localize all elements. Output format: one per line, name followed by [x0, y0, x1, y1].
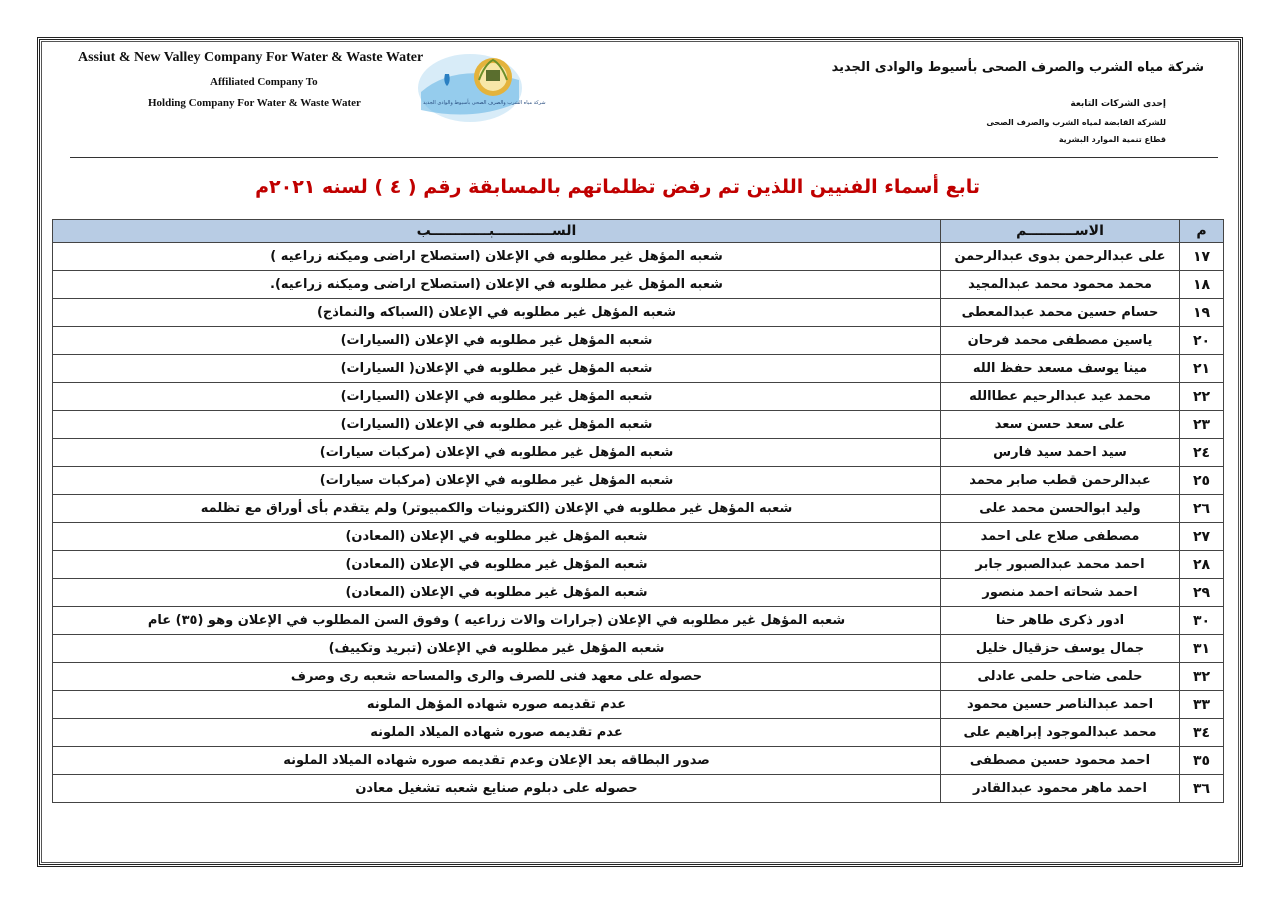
- table-row: [53, 299, 1224, 327]
- row-number: ٢٨: [1180, 551, 1224, 579]
- arabic-company-name: شركة مياه الشرب والصرف الصحى بأسيوط والوادى الجديد: [831, 60, 1204, 75]
- table-row: [53, 383, 1224, 411]
- row-number: ٣٦: [1180, 775, 1224, 803]
- row-number: ٣٥: [1180, 747, 1224, 775]
- table-row: [53, 775, 1224, 803]
- row-number: ١٨: [1180, 271, 1224, 299]
- row-name: ادور ذكرى طاهر حنا: [941, 607, 1180, 635]
- row-number: ٢٥: [1180, 467, 1224, 495]
- row-number: ٢٣: [1180, 411, 1224, 439]
- table-row: [53, 411, 1224, 439]
- table-row: [53, 663, 1224, 691]
- row-number: ٣٣: [1180, 691, 1224, 719]
- row-name: محمد عيد عبدالرحيم عطاالله: [941, 383, 1180, 411]
- table-row: [53, 607, 1224, 635]
- table-row: [53, 271, 1224, 299]
- english-holding: Holding Company For Water & Waste Water: [148, 97, 361, 109]
- row-reason: عدم تقديمه صوره شهاده المؤهل الملونه: [53, 691, 941, 719]
- table-row: [53, 719, 1224, 747]
- row-number: ٢٦: [1180, 495, 1224, 523]
- row-name: احمد ماهر محمود عبدالقادر: [941, 775, 1180, 803]
- table-row: [53, 355, 1224, 383]
- row-name: مينا يوسف مسعد حفظ الله: [941, 355, 1180, 383]
- row-name: احمد شحاته احمد منصور: [941, 579, 1180, 607]
- row-reason: شعبه المؤهل غير مطلوبه في الإعلان (استصلاح اراضى وميكنه زراعيه ): [53, 243, 941, 271]
- table-row: [53, 327, 1224, 355]
- row-name: احمد محمود حسين مصطفى: [941, 747, 1180, 775]
- row-reason: شعبه المؤهل غير مطلوبه في الإعلان (الكترونيات والكمبيوتر) ولم يتقدم بأى أوراق مع تظلمه: [53, 495, 941, 523]
- row-number: ٣٠: [1180, 607, 1224, 635]
- row-number: ٢٩: [1180, 579, 1224, 607]
- arabic-holding: للشركة القابضة لمياه الشرب والصرف الصحى: [986, 118, 1166, 127]
- row-name: محمد محمود محمد عبدالمجيد: [941, 271, 1180, 299]
- table-row: [53, 523, 1224, 551]
- row-number: ٢٧: [1180, 523, 1224, 551]
- row-name: مصطفى صلاح على احمد: [941, 523, 1180, 551]
- header-num: م: [1180, 220, 1224, 243]
- company-logo: [415, 52, 546, 124]
- table-row: [53, 495, 1224, 523]
- row-number: ١٧: [1180, 243, 1224, 271]
- table-row: [53, 635, 1224, 663]
- row-reason: شعبه المؤهل غير مطلوبه في الإعلان( السيارات): [53, 355, 941, 383]
- arabic-sector: قطاع تنمية الموارد البشرية: [1058, 135, 1166, 144]
- row-reason: شعبه المؤهل غير مطلوبه في الإعلان (السباكه والنماذج): [53, 299, 941, 327]
- row-name: ياسين مصطفى محمد فرحان: [941, 327, 1180, 355]
- table-row: [53, 243, 1224, 271]
- row-reason: شعبه المؤهل غير مطلوبه في الإعلان (السيارات): [53, 383, 941, 411]
- header-name: الاســــــــــم: [941, 220, 1180, 243]
- table-row: [53, 467, 1224, 495]
- row-name: احمد محمد عبدالصبور جابر: [941, 551, 1180, 579]
- row-reason: حصوله على معهد فنى للصرف والرى والمساحه شعبه رى وصرف: [53, 663, 941, 691]
- arabic-letterhead: [831, 60, 1204, 144]
- row-name: على سعد حسن سعد: [941, 411, 1180, 439]
- table-row: [53, 551, 1224, 579]
- document-title: تابع أسماء الفنيين اللذين تم رفض تظلماتهم بالمسابقة رقم ( ٤ ) لسنه ٢٠٢١م: [255, 176, 980, 198]
- row-reason: شعبه المؤهل غير مطلوبه في الإعلان (السيارات): [53, 327, 941, 355]
- row-number: ٣١: [1180, 635, 1224, 663]
- row-reason: شعبه المؤهل غير مطلوبه في الإعلان (مركبات سيارات): [53, 439, 941, 467]
- table-row: [53, 579, 1224, 607]
- row-name: سيد احمد سيد فارس: [941, 439, 1180, 467]
- row-name: على عبدالرحمن بدوى عبدالرحمن: [941, 243, 1180, 271]
- logo-text: شركة مياه الشرب والصرف الصحى بأسيوط والوادى الجديد: [423, 100, 546, 106]
- row-name: محمد عبدالموجود إبراهيم على: [941, 719, 1180, 747]
- row-reason: حصوله على دبلوم صنايع شعبه تشغيل معادن: [53, 775, 941, 803]
- row-name: عبدالرحمن قطب صابر محمد: [941, 467, 1180, 495]
- row-name: جمال يوسف حزقيال خليل: [941, 635, 1180, 663]
- row-reason: شعبه المؤهل غير مطلوبه في الإعلان (المعادن): [53, 579, 941, 607]
- row-name: حسام حسين محمد عبدالمعطى: [941, 299, 1180, 327]
- row-number: ٣٢: [1180, 663, 1224, 691]
- row-name: وليد ابوالحسن محمد على: [941, 495, 1180, 523]
- row-name: احمد عبدالناصر حسين محمود: [941, 691, 1180, 719]
- table-row: [53, 691, 1224, 719]
- row-name: حلمى ضاحى حلمى عادلى: [941, 663, 1180, 691]
- row-reason: شعبه المؤهل غير مطلوبه في الإعلان (المعادن): [53, 523, 941, 551]
- row-reason: عدم تقديمه صوره شهاده الميلاد الملونه: [53, 719, 941, 747]
- row-number: ٢١: [1180, 355, 1224, 383]
- row-number: ٢٢: [1180, 383, 1224, 411]
- row-reason: صدور البطاقه بعد الإعلان وعدم تقديمه صوره شهاده الميلاد الملونه: [53, 747, 941, 775]
- table-body: [53, 243, 1224, 803]
- header-reason: الســــــــــــبــــــــــــب: [53, 220, 941, 243]
- rejections-table: [52, 219, 1224, 803]
- english-company-name: Assiut & New Valley Company For Water & Waste Water: [78, 50, 424, 65]
- row-reason: شعبه المؤهل غير مطلوبه في الإعلان (المعادن): [53, 551, 941, 579]
- arabic-affiliated: إحدى الشركات التابعة: [1070, 99, 1166, 109]
- table-row: [53, 747, 1224, 775]
- row-number: ١٩: [1180, 299, 1224, 327]
- row-reason: شعبه المؤهل غير مطلوبه في الإعلان (السيارات): [53, 411, 941, 439]
- english-affiliated: Affiliated Company To: [210, 76, 318, 88]
- row-number: ٢٠: [1180, 327, 1224, 355]
- row-number: ٣٤: [1180, 719, 1224, 747]
- row-reason: شعبه المؤهل غير مطلوبه في الإعلان (مركبات سيارات): [53, 467, 941, 495]
- row-number: ٢٤: [1180, 439, 1224, 467]
- row-reason: شعبه المؤهل غير مطلوبه في الإعلان (تبريد وتكييف): [53, 635, 941, 663]
- row-reason: شعبه المؤهل غير مطلوبه في الإعلان (جرارات والات زراعيه ) وفوق السن المطلوب في الإعلان وهو (٣٥) عام: [53, 607, 941, 635]
- header-divider: [70, 157, 1218, 158]
- table-header-row: [53, 220, 1224, 243]
- row-reason: شعبه المؤهل غير مطلوبه في الإعلان (استصلاح اراضى وميكنه زراعيه).: [53, 271, 941, 299]
- table-row: [53, 439, 1224, 467]
